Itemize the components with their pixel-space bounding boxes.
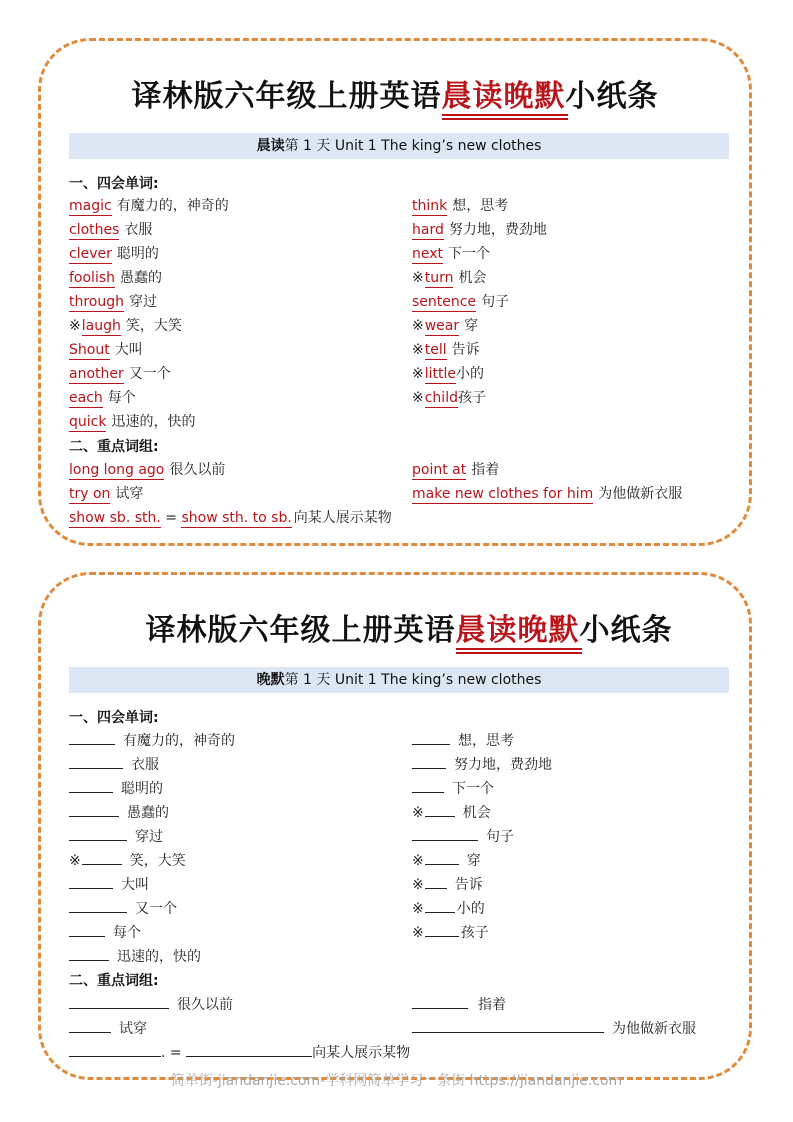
word: magic [69,198,112,214]
word: wear [424,318,460,334]
list-item [412,316,478,336]
banner-prefix: 晨读 [256,138,285,154]
answer-blank[interactable] [69,1042,161,1057]
list-item [69,1042,410,1063]
meaning: 试穿 [115,486,144,502]
star-mark: ※ [412,366,424,382]
footer-watermark: 简单街-jiandanjie.com-学科网简单学习一条街 https://jiandanjie.com [170,1073,623,1089]
meaning: 指着 [471,462,500,478]
phrase: show sb. sth. [69,510,161,526]
list-item [69,898,177,919]
list-item [69,292,157,312]
meaning: 机会 [458,270,487,286]
meaning: 句子 [486,829,514,845]
evening-card [38,572,752,1080]
answer-blank[interactable] [186,1042,312,1057]
meaning: 迅速的，快的 [111,414,196,430]
list-item [69,340,143,360]
word: quick [69,414,107,430]
word: laugh [81,318,121,334]
meaning: 很久以前 [169,462,226,478]
meaning: 愚蠢的 [127,805,169,821]
meaning: 句子 [481,294,510,310]
answer-blank[interactable] [412,730,450,745]
answer-blank[interactable] [69,946,109,961]
evening-banner [69,667,729,693]
phrase: long long ago [69,462,165,478]
answer-blank[interactable] [412,778,444,793]
meaning: 大叫 [114,342,143,358]
title-tail: 小纸条 [565,79,659,114]
meaning: 又一个 [128,366,171,382]
list-item [412,778,494,799]
meaning: 告诉 [451,342,480,358]
list-item [69,220,152,240]
banner-rest: 第 1 天 Unit 1 The king’s new clothes [284,138,542,154]
answer-blank[interactable] [69,1018,111,1033]
answer-blank[interactable] [69,994,169,1009]
meaning: 穿 [464,318,479,334]
star-mark: ※ [412,901,424,917]
meaning: 孩子 [460,925,489,941]
meaning: 迅速的，快的 [117,949,201,965]
list-item [412,484,682,504]
list-item [69,484,143,504]
list-item [69,460,225,480]
word: child [424,390,458,406]
star-mark: ※ [412,318,424,334]
list-item [412,244,490,264]
answer-blank[interactable] [69,826,127,841]
list-item [69,922,141,943]
meaning: 努力地，费劲地 [454,757,552,773]
meaning: 聪明的 [121,781,163,797]
meaning: 机会 [462,805,491,821]
list-item [412,898,485,919]
meaning: 下一个 [448,246,491,262]
answer-blank[interactable] [69,922,105,937]
answer-blank[interactable] [425,874,447,889]
list-item [412,1018,696,1039]
star-mark: ※ [412,805,424,821]
word: turn [424,270,454,286]
meaning: 有魔力的，神奇的 [116,198,229,214]
title-highlight: 晨读晚默 [455,613,580,648]
answer-blank[interactable] [425,922,459,937]
meaning: 穿过 [129,294,158,310]
phrase: show sth. to sb. [181,510,292,526]
list-item [412,388,486,408]
meaning: 小的 [456,366,484,382]
meaning: 穿 [466,853,481,869]
answer-blank[interactable] [69,802,119,817]
word: think [412,198,448,214]
list-item [69,388,136,408]
meaning: 努力地，费劲地 [448,222,547,238]
meaning: 衣服 [131,757,159,773]
answer-blank[interactable] [412,1018,604,1033]
star-mark: ※ [69,318,81,334]
meaning: 很久以前 [177,997,233,1013]
list-item [412,874,483,895]
morning-section-words: 一、四会单词: [69,176,159,192]
banner-rest: 第 1 天 Unit 1 The king’s new clothes [284,672,542,688]
banner-prefix: 晚默 [256,672,285,688]
word: clever [69,246,112,262]
list-item [412,268,486,288]
answer-blank[interactable] [412,826,478,841]
list-item [412,826,514,847]
list-item [412,802,491,823]
evening-section-words: 一、四会单词: [69,710,159,726]
list-item [412,730,514,751]
meaning: 想，思考 [452,198,509,214]
meaning: 大叫 [121,877,149,893]
star-mark: ※ [412,270,424,286]
meaning: 试穿 [119,1021,147,1037]
answer-blank[interactable] [69,874,113,889]
meaning: 笑，大笑 [125,318,182,334]
list-item [69,508,392,528]
star-mark: ※ [412,853,424,869]
meaning: 为他做新衣服 [598,486,683,502]
list-item [412,994,506,1015]
list-item [69,826,163,847]
answer-blank[interactable] [69,754,123,769]
meaning: 向某人展示某物 [293,510,392,526]
star-mark: ※ [69,853,81,869]
title-tail: 小纸条 [579,613,673,648]
list-item [69,730,235,751]
list-item [412,364,484,384]
equals-sign: = [160,510,182,526]
list-item [69,316,182,336]
answer-blank[interactable] [425,802,455,817]
list-item [412,460,499,480]
phrase: point at [412,462,467,478]
answer-blank[interactable] [412,754,446,769]
meaning: 想，思考 [458,733,514,749]
word: next [412,246,444,262]
morning-card [38,38,752,546]
meaning: 聪明的 [116,246,159,262]
list-item [412,340,480,360]
word: Shout [69,342,110,358]
answer-blank[interactable] [412,994,468,1009]
phrase: make new clothes for him [412,486,594,502]
word: hard [412,222,444,238]
list-item [69,874,149,895]
answer-blank[interactable] [69,898,127,913]
equals-sign: . = [161,1045,187,1061]
meaning: 告诉 [454,877,483,893]
meaning: 为他做新衣服 [612,1021,696,1037]
list-item [69,946,201,967]
list-item [69,364,171,384]
list-item [412,196,508,216]
list-item [69,802,169,823]
meaning: 笑，大笑 [129,853,186,869]
list-item [412,922,489,943]
list-item [69,778,163,799]
evening-section-phrases: 二、重点词组: [69,973,159,989]
meaning: 向某人展示某物 [312,1045,411,1061]
title-main: 译林版六年级上册英语 [131,79,442,114]
morning-title [41,71,749,115]
list-item [412,292,509,312]
meaning: 下一个 [452,781,494,797]
star-mark: ※ [412,390,424,406]
meaning: 指着 [478,997,506,1013]
answer-blank[interactable] [69,778,113,793]
list-item [412,220,547,240]
word: sentence [412,294,477,310]
word: through [69,294,125,310]
answer-blank[interactable] [425,850,459,865]
answer-blank[interactable] [425,898,455,913]
star-mark: ※ [412,925,424,941]
list-item [69,268,162,288]
meaning: 每个 [107,390,136,406]
meaning: 每个 [113,925,141,941]
list-item [69,850,186,871]
meaning: 又一个 [135,901,177,917]
morning-section-phrases: 二、重点词组: [69,439,159,455]
answer-blank[interactable] [69,730,115,745]
title-highlight: 晨读晚默 [441,79,566,114]
list-item [412,850,481,871]
evening-title [55,605,763,649]
meaning: 孩子 [457,390,486,406]
list-item [69,244,159,264]
word: foolish [69,270,116,286]
star-mark: ※ [412,342,424,358]
meaning: 衣服 [124,222,153,238]
list-item [69,1018,147,1039]
word: each [69,390,103,406]
list-item [69,754,159,775]
word: little [424,366,456,382]
title-main: 译林版六年级上册英语 [145,613,456,648]
list-item [69,196,229,216]
morning-banner [69,133,729,159]
meaning: 愚蠢的 [120,270,163,286]
meaning: 小的 [456,901,485,917]
word: tell [424,342,447,358]
list-item [412,754,552,775]
answer-blank[interactable] [82,850,122,865]
list-item [69,412,195,432]
meaning: 有魔力的，神奇的 [123,733,235,749]
list-item [69,994,233,1015]
word: clothes [69,222,120,238]
phrase: try on [69,486,111,502]
meaning: 穿过 [135,829,163,845]
star-mark: ※ [412,877,424,893]
word: another [69,366,124,382]
